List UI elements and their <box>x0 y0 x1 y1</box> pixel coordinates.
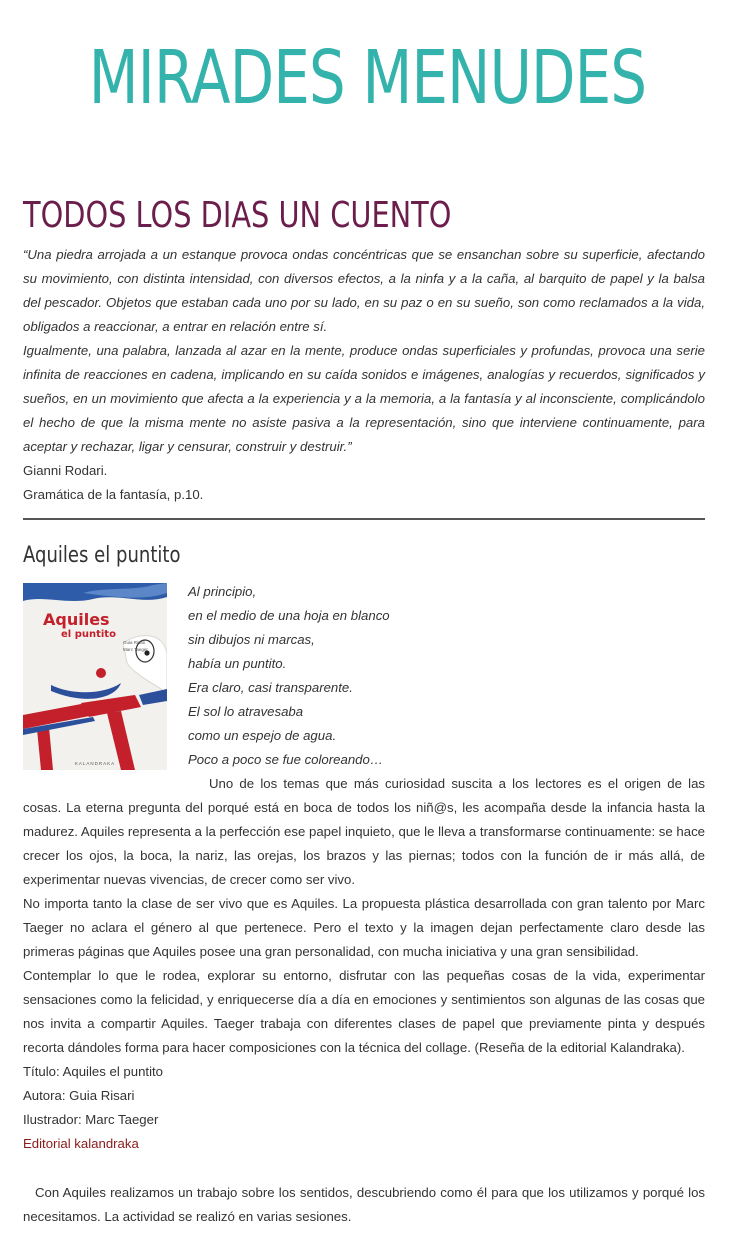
poem-line: Al principio, <box>188 584 257 599</box>
site-title[interactable]: MIRADES MENUDES <box>88 35 647 121</box>
body-paragraph-1-text: Uno de los temas que más curiosidad suscita a los lectores es el origen de las cosas. La eterna pregunta del porqué está en boca de todos los niñ@s, les acompaña desde la infancia hasta la madurez. Aquiles representa a la perfección ese papel inquieto, que le lleva a transformarse continuamente: se hace crecer los ojos, la boca, la nariz, las orejas, los brazos y las piernas; todos con la función de ir más allá, de experimentar nuevas vivencias, de crecer como ser vivo. <box>23 776 705 887</box>
poem-line: como un espejo de agua. <box>188 728 337 743</box>
closing-paragraph: Con Aquiles realizamos un trabajo sobre los sentidos, descubriendo como él para que los utilizamos y porqué los necesitamos. La actividad se realizó en varias sesiones. <box>23 1185 705 1224</box>
poem-line: sin dibujos ni marcas, <box>188 632 315 647</box>
cover-authors <box>123 639 148 653</box>
poem-line: Poco a poco se fue coloreando… <box>188 752 384 767</box>
book-cover-image[interactable] <box>23 583 167 770</box>
section-divider <box>23 518 705 520</box>
cover-publisher: KALANDRAKA <box>74 761 116 766</box>
book-author-detail: Autora: Guia Risari <box>23 1088 135 1103</box>
book-title-detail: Título: Aquiles el puntito <box>23 1064 164 1079</box>
post-body <box>23 772 705 1060</box>
book-illustrator-detail: Ilustrador: Marc Taeger <box>23 1112 159 1127</box>
book-details <box>23 1060 705 1156</box>
cover-title-line1: Aquiles <box>43 610 110 629</box>
post-title[interactable]: Aquiles el puntito <box>23 543 181 568</box>
poem-line: Era claro, casi transparente. <box>188 680 353 695</box>
quote-author: Gianni Rodari. <box>23 463 108 478</box>
publisher-link[interactable]: Editorial kalandraka <box>23 1136 139 1151</box>
cover-subtitle: el puntito <box>61 629 116 640</box>
poem <box>188 580 488 772</box>
body-paragraph-2: No importa tanto la clase de ser vivo que es Aquiles. La propuesta plástica desarrollada con gran talento por Marc Taeger no aclara el género al que pertenece. Pero el texto y la imagen dejan perfectamente claro desde las primeras páginas que Aquiles posee una gran personalidad, con mucha iniciativa y una gran sensibilidad. <box>23 896 705 959</box>
quote-source: Gramática de la fantasía, p.10. <box>23 487 204 502</box>
poem-line: había un puntito. <box>188 656 287 671</box>
quote-paragraph-2: Igualmente, una palabra, lanzada al azar en la mente, produce ondas superficiales y profundas, provoca una serie infinita de reacciones en cadena, implicando en su caída sonidos e imágenes, analogías y recuerdos, significados y sueños, en un movimiento que afecta a la experiencia y a la memoria, a la fantasía y al inconsciente, complicándolo el hecho de que la misma mente no asiste pasiva a la representación, sino que interviene continuamente, para aceptar y rechazar, ligar y censurar, construir y destruir.” <box>23 343 705 454</box>
poem-line: El sol lo atravesaba <box>188 704 304 719</box>
cover-author-1: Guia Risari <box>123 640 146 645</box>
quote-paragraph-1: “Una piedra arrojada a un estanque provoca ondas concéntricas que se ensanchan sobre su superficie, afectando su movimiento, con distinta intensidad, con diversos efectos, a la ninfa y a la caña, al barquito de papel y la balsa del pescador. Objetos que estaban cada uno por su lado, en su paz o en su sueño, son como reclamados a la vida, obligados a reaccionar, a entrar en relación entre sí. <box>23 247 705 334</box>
cover-title <box>43 611 110 629</box>
closing-text <box>23 1181 705 1229</box>
cover-author-2: Marc Taeger <box>123 647 148 652</box>
body-paragraph-1 <box>23 772 705 892</box>
body-paragraph-3: Contemplar lo que le rodea, explorar su entorno, disfrutar con las pequeñas cosas de la vida, experimentar sensaciones como la felicidad, y enriquecerse día a día en emociones y sentimientos son algunas de las cosas que nos invita a compartir Aquiles. Taeger trabaja con diferentes clases de papel que previamente pinta y después recorta dándoles forma para hacer composiciones con la técnica del collage. (Reseña de la editorial Kalandraka). <box>23 968 705 1055</box>
section-title[interactable]: TODOS LOS DIAS UN CUENTO <box>23 195 452 236</box>
poem-line: en el medio de una hoja en blanco <box>188 608 390 623</box>
rodari-quote <box>23 243 705 507</box>
